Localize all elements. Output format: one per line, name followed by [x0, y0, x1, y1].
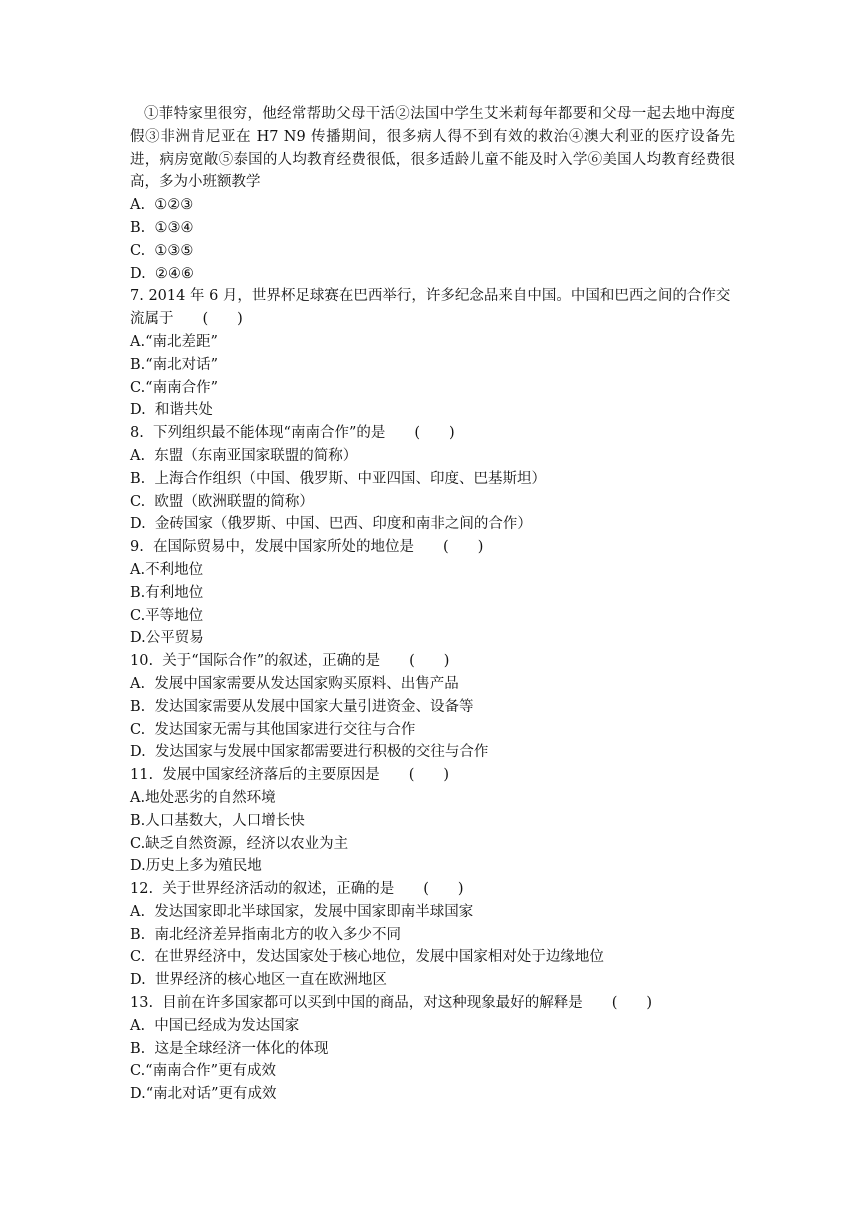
question-10	[130, 650, 735, 764]
question-6-statements: ①菲特家里很穷，他经常帮助父母干活②法国中学生艾米莉每年都要和父母一起去地中海度假③非洲肯尼亚在 H7 N9 传播期间，很多病人得不到有效的救治④澳大利亚的医疗设备先进，病房宽敞⑤泰国的人均教育经费很低，很多适龄儿童不能及时入学⑥美国人均教育经费很高，多为小班额教学	[130, 106, 735, 191]
option-d: D.公平贸易	[130, 630, 204, 647]
question-stem: 12. 关于世界经济活动的叙述，正确的是 ( )	[130, 881, 464, 898]
option-c: C. ①③⑤	[130, 242, 194, 259]
option-b: B.“南北对话”	[130, 356, 219, 373]
question-12	[130, 878, 735, 992]
option-b: B. ①③④	[130, 219, 194, 236]
question-13	[130, 992, 735, 1106]
option-c: C. 在世界经济中，发达国家处于核心地位，发展中国家相对处于边缘地位	[130, 949, 604, 966]
option-d: D.历史上多为殖民地	[130, 858, 262, 875]
option-a: A.不利地位	[130, 561, 204, 578]
option-d: D. ②④⑥	[130, 265, 194, 282]
option-d: D. 金砖国家（俄罗斯、中国、巴西、印度和南非之间的合作）	[130, 516, 532, 533]
option-a: A. 东盟（东南亚国家联盟的简称）	[130, 447, 358, 464]
option-b: B. 发达国家需要从发展中国家大量引进资金、设备等	[130, 698, 474, 715]
option-b: B. 这是全球经济一体化的体现	[130, 1040, 329, 1057]
option-a: A. 发达国家即北半球国家，发展中国家即南半球国家	[130, 903, 474, 920]
option-c: C.“南南合作”	[130, 379, 219, 396]
option-b: B.人口基数大，人口增长快	[130, 812, 305, 829]
document-page	[130, 103, 735, 1106]
question-stem: 9. 在国际贸易中，发展中国家所处的地位是 ( )	[130, 539, 484, 556]
option-d: D. 世界经济的核心地区一直在欧洲地区	[130, 972, 387, 989]
option-d: D. 和谐共处	[130, 402, 213, 419]
question-stem: 11. 发展中国家经济落后的主要原因是 ( )	[130, 767, 450, 784]
question-6-options	[130, 194, 735, 285]
option-c: C.平等地位	[130, 607, 204, 624]
question-8	[130, 422, 735, 536]
question-stem: 10. 关于“国际合作”的叙述，正确的是 ( )	[130, 653, 450, 670]
question-stem: 8. 下列组织最不能体现“南南合作”的是 ( )	[130, 425, 455, 442]
option-a: A. ①②③	[130, 197, 194, 214]
option-a: A.“南北差距”	[130, 333, 218, 350]
option-a: A.地处恶劣的自然环境	[130, 789, 276, 806]
question-11	[130, 764, 735, 878]
option-b: B. 上海合作组织（中国、俄罗斯、中亚四国、印度、巴基斯坦）	[130, 470, 546, 487]
option-b: B.有利地位	[130, 584, 204, 601]
option-c: C. 发达国家无需与其他国家进行交往与合作	[130, 721, 416, 738]
question-9	[130, 536, 735, 650]
option-d: D. 发达国家与发展中国家都需要进行积极的交往与合作	[130, 744, 489, 761]
option-a: A. 发展中国家需要从发达国家购买原料、出售产品	[130, 675, 459, 692]
question-stem: 13. 目前在许多国家都可以买到中国的商品，对这种现象最好的解释是 ( )	[130, 995, 653, 1012]
question-7	[130, 285, 735, 422]
option-b: B. 南北经济差异指南北方的收入多少不同	[130, 926, 401, 943]
option-d: D.“南北对话”更有成效	[130, 1086, 277, 1103]
question-stem: 7. 2014 年 6 月，世界杯足球赛在巴西举行，许多纪念品来自中国。中国和巴西之间的合作交流属于 ( )	[130, 288, 731, 328]
option-c: C. 欧盟（欧洲联盟的简称）	[130, 493, 314, 510]
option-c: C.缺乏自然资源，经济以农业为主	[130, 835, 349, 852]
option-a: A. 中国已经成为发达国家	[130, 1017, 300, 1034]
option-c: C.“南南合作”更有成效	[130, 1063, 277, 1080]
